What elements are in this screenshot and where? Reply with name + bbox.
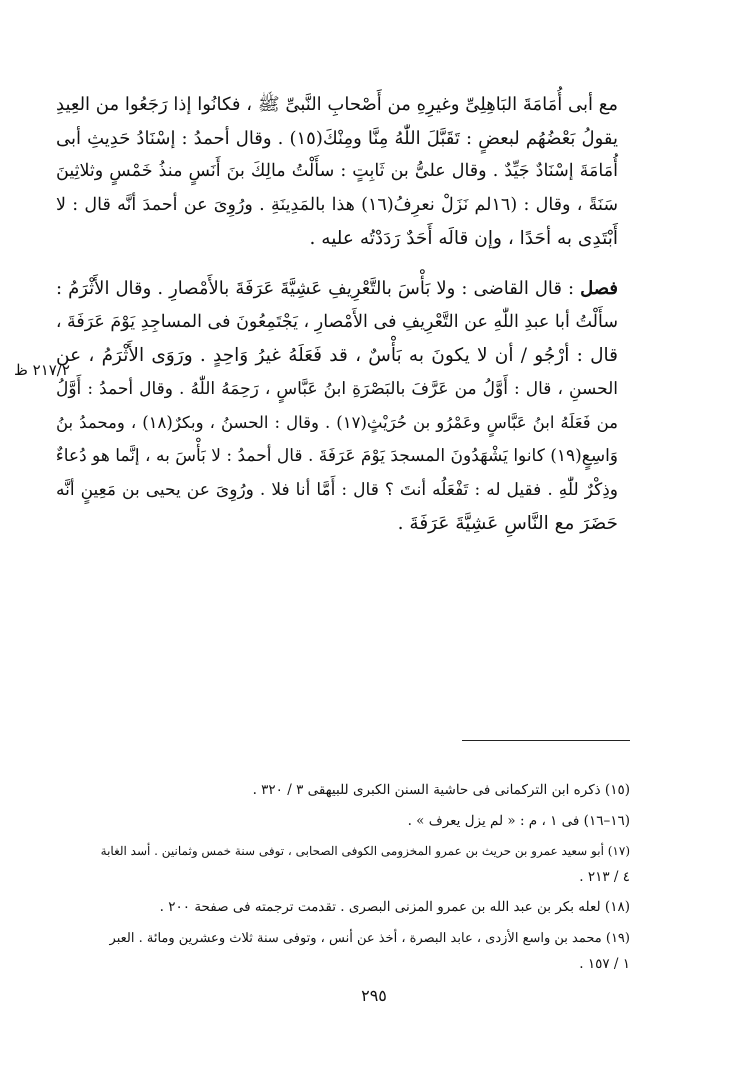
section-heading: فصل bbox=[580, 277, 618, 299]
text-line: سَنَةً ، وقال : (١٦لم نَزَلْ نعرِفُ(١٦) هذا بالمَدِينَةِ . ورُوِىَ عن أحمدَ أنَّه قال : لا bbox=[56, 194, 619, 215]
text-line: مع أبى أُمَامَةَ البَاهِلِىِّ وغيرِهِ من أَصْحابِ النَّبىِّ ﷺ ، فكانُوا إذا رَجَعُوا من العِيدِ bbox=[56, 94, 618, 115]
main-text bbox=[56, 88, 618, 541]
footnote: (١٦–١٦) فى ١ ، م : « لم يزل يعرف » . bbox=[407, 812, 630, 829]
section-first-line-text: : قال القاضى : ولا بَأْسَ بالتَّعْرِيفِ عَشِيَّةَ عَرَفَةَ بالأَمْصارِ . وقال الأَثْرَمُ : bbox=[56, 277, 575, 299]
section-first-line bbox=[56, 272, 618, 306]
footnotes bbox=[96, 778, 630, 977]
manuscript-margin-reference: ٢١٧/٢ ظ bbox=[14, 361, 70, 379]
text-line: قال : أرْجُو / أن لا يكونَ به بَأْسٌ ، قد فَعَلَهُ غيرُ وَاحِدٍ . ورَوَى الأَثْرَمُ ، عن bbox=[56, 345, 618, 367]
footnote-continuation: ١ / ١٥٧ . bbox=[579, 955, 630, 972]
footnote: (١٧) أبو سعيد عمرو بن حريث بن عمرو المخزومى الكوفى الصحابى ، توفى سنة خمس وثمانين . أسد الغابة bbox=[100, 844, 630, 859]
text-line: وذِكْرٌ للّٰهِ . فقيل له : تَفْعَلُه أنتَ ؟ قال : أَمَّا أنا فلا . ورُوِىَ عن يحيى بن مَعِينٍ أنَّه bbox=[56, 479, 618, 500]
text-line: أَبْتَدِى به أحَدًا ، وإن قالَه أَحَدٌ رَدَدْتُه عليه . bbox=[309, 228, 618, 250]
footnote-separator bbox=[462, 740, 630, 741]
footnote: (١٨) لعله بكر بن عبد الله بن عمرو المزنى البصرى . تقدمت ترجمته فى صفحة ٢٠٠ . bbox=[159, 899, 630, 916]
footnote: (١٩) محمد بن واسع الأزدى ، عابد البصرة ، أخذ عن أنس ، وتوفى سنة ثلاث وعشرين ومائة . العبر bbox=[109, 930, 630, 946]
text-line: الحسنِ ، قال : أَوَّلُ من عَرَّفَ بالبَصْرَةِ ابنُ عَبَّاسٍ ، رَحِمَهُ اللّٰهُ . وقال أحمدُ : أَوَّلُ bbox=[56, 378, 618, 399]
page-number: ٢٩٥ bbox=[361, 986, 387, 1005]
text-line: يقولُ بَعْضُهُم لبعضٍ : تَقَبَّلَ اللّٰهُ مِنَّا ومِنْكَ(١٥) . وقال أحمدُ : إسْنَادُ حَدِيثِ أبى bbox=[56, 127, 618, 149]
text-line: سأَلْتُ أبا عبدِ اللّٰهِ عن التَّعْرِيفِ فى الأَمْصارِ ، يَجْتَمِعُونَ فى المساجِدِ يَوْمَ عَرَفَةَ ، bbox=[55, 311, 618, 332]
footnote-continuation: ٤ / ٢١٣ . bbox=[579, 868, 630, 885]
text-line: حَضَرَ مع النَّاسِ عَشِيَّةَ عَرَفَةَ . bbox=[397, 513, 618, 535]
text-line: أُمَامَةَ إسْنَادٌ جَيِّدٌ . وقال علىُّ بن ثَابِتٍ : سأَلْتُ مالِكَ بنَ أَنَسٍ منذُ خَمْسٍ وثلاثِينَ bbox=[56, 161, 618, 182]
text-line: وَاسِعٍ(١٩) كانوا يَشْهَدُونَ المسجدَ يَوْمَ عَرَفَةَ . قال أحمدُ : لا بَأْسَ به ، إنَّما هو دُعاءٌ bbox=[55, 445, 618, 466]
text-line: من فَعَلَهُ ابنُ عَبَّاسٍ وعَمْرُو بن حُرَيْثٍ(١٧) . وقال : الحسنُ ، وبكرٌ(١٨) ، ومحمدُ بنُ bbox=[56, 413, 619, 433]
footnote: (١٥) ذكره ابن التركمانى فى حاشية السنن الكبرى للبيهقى ٣ / ٣٢٠ . bbox=[252, 782, 630, 798]
